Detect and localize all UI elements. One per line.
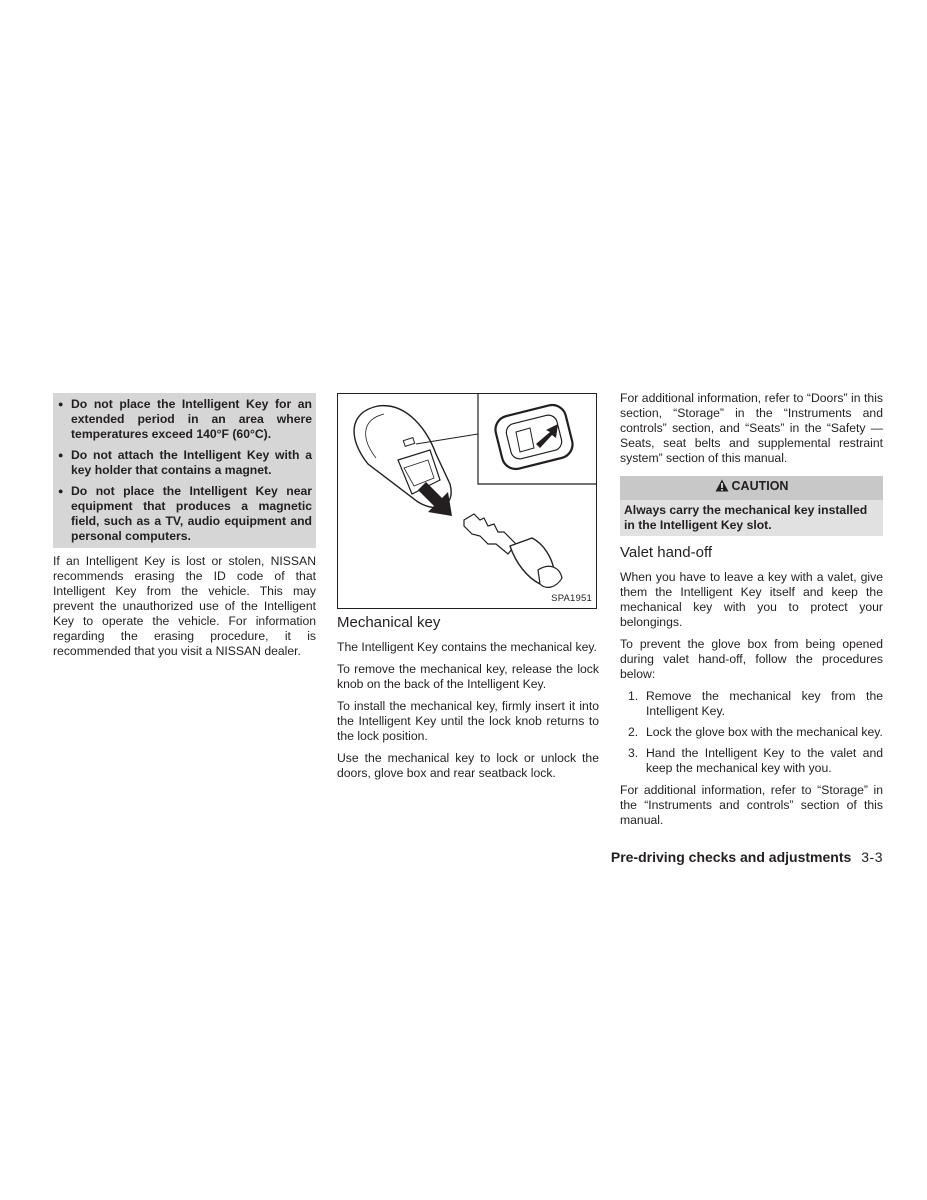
glovebox-intro-paragraph: To prevent the glove box from being opened during valet hand-off, follow the procedures below: [620,637,883,681]
valet-additional-info-paragraph: For additional information, refer to “Storage” in the “Instruments and controls” section of this manual. [620,783,883,827]
mechanical-key-paragraph: To remove the mechanical key, release the lock knob on the back of the Intelligent Key. [337,662,599,691]
step-number: 1. [628,689,639,703]
step-number: 3. [628,746,639,760]
warning-list [57,397,312,544]
warning-item: ● Do not place the Intelligent Key for an extended period in an area where temperatures exceed 140°F (60°C). [57,397,312,442]
mechanical-key-paragraph: To install the mechanical key, firmly insert it into the Intelligent Key until the lock knob returns to the lock position. [337,699,599,743]
list-item [620,746,883,776]
caution-title: CAUTION [731,479,789,493]
warning-item: ● Do not attach the Intelligent Key with a key holder that contains a magnet. [57,448,312,478]
figure-code: SPA1951 [551,593,592,604]
key-removal-drawing [338,394,598,610]
mechanical-key-heading: Mechanical key [337,614,441,631]
right-column [620,391,883,835]
page-number: 3-3 [861,849,883,865]
lost-key-paragraph: If an Intelligent Key is lost or stolen, NISSAN recommends erasing the ID code of that Intelligent Key from the vehicle. This may prevent the unauthorized use of the Intelligent Key to operate the vehicle. For information regarding the erasing procedure, it is recommended that you visit a NISSAN dealer. [53,554,316,658]
mechanical-key-illustration [337,393,597,609]
mechanical-key-paragraph: Use the mechanical key to lock or unlock the doors, glove box and rear seatback lock. [337,751,599,780]
key-fob-shape [354,406,451,508]
mechanical-key-grip [538,566,562,587]
valet-steps-list [620,689,883,776]
step-text: Remove the mechanical key from the Intelligent Key. [646,689,883,718]
list-item [620,689,883,719]
valet-heading: Valet hand-off [620,544,713,561]
caution-text: Always carry the mechanical key installed in the Intelligent Key slot. [620,500,883,536]
step-number: 2. [628,725,639,739]
caution-header [620,476,883,500]
step-text: Lock the glove box with the mechanical key. [646,725,883,739]
valet-intro-paragraph: When you have to leave a key with a valet, give them the Intelligent Key itself and keep the mechanical key with you to protect your belongings. [620,570,883,629]
page-footer [611,848,883,866]
mechanical-key-paragraph: The Intelligent Key contains the mechanical key. [337,640,597,654]
warning-box [53,393,316,548]
additional-info-paragraph: For additional information, refer to “Doors” in this section, “Storage” in the “Instruments and controls” section, and “Seats” in the “Safety — Seats, seat belts and supplemental restraint system” section of this manual. [620,391,883,465]
step-text: Hand the Intelligent Key to the valet and keep the mechanical key with you. [646,746,883,775]
footer-section-title: Pre-driving checks and adjustments [610,849,852,865]
list-item [620,725,883,740]
mechanical-key-blade [464,514,516,554]
warning-triangle-icon [715,479,729,497]
left-column [53,393,316,666]
caution-box [620,476,883,536]
warning-item: ● Do not place the Intelligent Key near equipment that produces a magnetic field, such as a TV, audio equipment and personal computers. [57,484,312,544]
middle-column [337,393,599,788]
